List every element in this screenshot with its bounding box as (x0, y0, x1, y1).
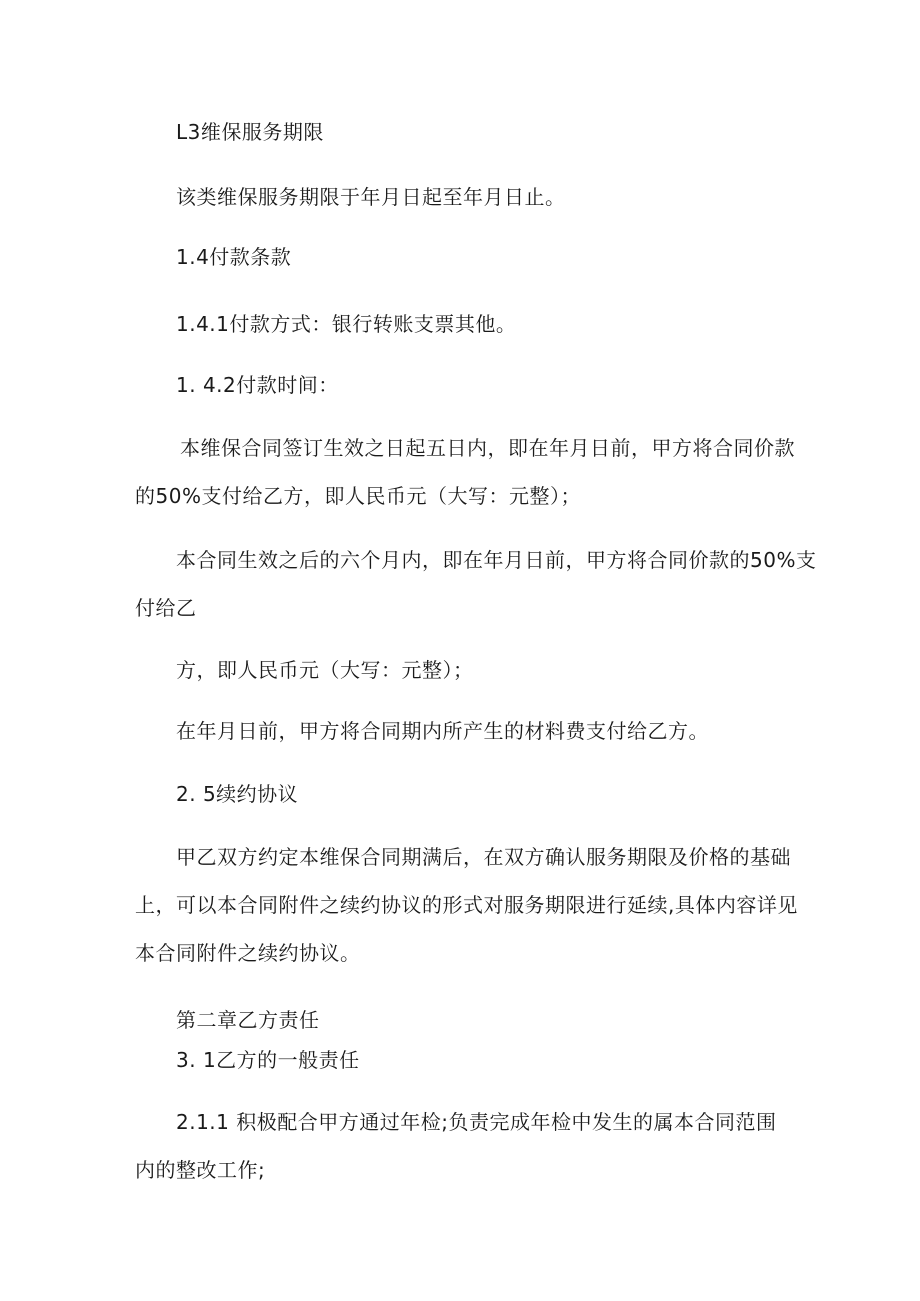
paragraph-line: 1. 4.2付款时间： (176, 373, 339, 397)
paragraph-line: 方，即人民币元（大写：元整）； (176, 658, 474, 682)
chapter-heading: 第二章乙方责任 (176, 1008, 320, 1032)
paragraph-line: 的50%支付给乙方，即人民币元（大写：元整）； (135, 484, 581, 508)
paragraph-line: 本合同生效之后的六个月内，即在年月日前，甲方将合同价款的50%支 (176, 548, 817, 572)
section-heading-2-5: 2. 5续约协议 (176, 782, 299, 806)
section-heading-3-1: 3. 1乙方的一般责任 (176, 1048, 360, 1072)
paragraph-line: 本合同附件之续约协议。 (135, 941, 361, 965)
section-heading-1-3: L3维保服务期限 (176, 120, 324, 144)
paragraph-line: 1.4.1付款方式：银行转账支票其他。 (176, 312, 517, 336)
paragraph-line: 该类维保服务期限于年月日起至年月日止。 (176, 185, 566, 209)
paragraph-line: 在年月日前，甲方将合同期内所产生的材料费支付给乙方。 (176, 719, 709, 743)
paragraph-line: 本维保合同签订生效之日起五日内，即在年月日前，甲方将合同价款 (180, 436, 795, 460)
paragraph-line: 内的整改工作; (135, 1158, 266, 1182)
paragraph-line: 付给乙 (135, 596, 197, 620)
paragraph-line: 2.1.1 积极配合甲方通过年检;负责完成年检中发生的属本合同范围 (176, 1110, 777, 1134)
paragraph-line: 上，可以本合同附件之续约协议的形式对服务期限进行延续,具体内容详见 (135, 893, 798, 917)
paragraph-line: 甲乙双方约定本维保合同期满后，在双方确认服务期限及价格的基础 (176, 845, 791, 869)
section-heading-1-4: 1.4付款条款 (176, 245, 292, 269)
